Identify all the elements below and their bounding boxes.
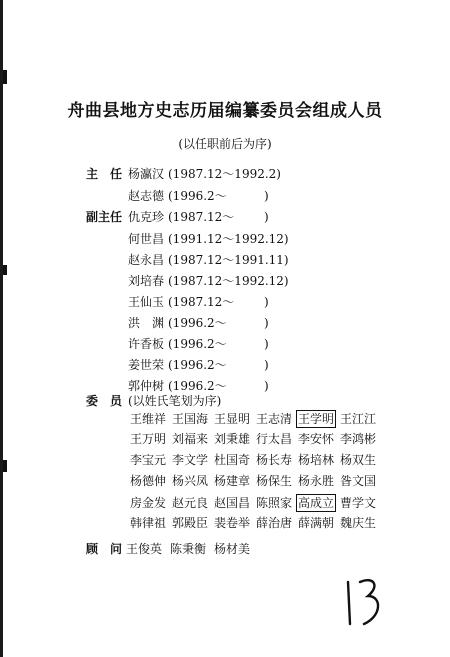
member-term: (1987.12～ xyxy=(168,210,235,224)
committee-member-name: 杨长寿 xyxy=(255,453,292,467)
committee-member-name: 杨培林 xyxy=(297,453,334,467)
member-term: (1996.2～ xyxy=(168,337,227,351)
committee-member-name: 高成立 xyxy=(297,496,334,510)
committee-member-name: 李鸿彬 xyxy=(339,432,376,446)
term-close: ) xyxy=(264,316,269,330)
member-row xyxy=(128,230,289,247)
committee-member-name: 刘福来 xyxy=(171,432,208,446)
binding-mark xyxy=(3,70,7,84)
member-name: 仇克珍 xyxy=(128,210,165,224)
committee-member-name: 杨双生 xyxy=(339,453,376,467)
member-row xyxy=(128,165,281,182)
member-name: 何世昌 xyxy=(128,232,165,246)
committee-member-name: 薛治唐 xyxy=(255,516,292,530)
member-row xyxy=(128,187,269,204)
committee-member-name: 王江江 xyxy=(339,412,376,426)
member-row xyxy=(128,314,269,331)
member-name: 刘培春 xyxy=(128,274,165,288)
committee-member-name: 魏庆生 xyxy=(339,516,376,530)
role-fuzhuren: 副主任 xyxy=(86,210,123,224)
member-name: 姜世荣 xyxy=(128,358,165,372)
handwritten-page-number xyxy=(340,572,390,632)
member-name: 洪 渊 xyxy=(128,316,165,330)
committee-member-name: 郭殿臣 xyxy=(171,516,208,530)
committee-member-name: 王维祥 xyxy=(129,412,166,426)
member-name: 赵志德 xyxy=(128,189,165,203)
member-grid-row xyxy=(128,452,376,473)
member-term: (1996.2～ xyxy=(168,358,227,372)
member-grid-row xyxy=(128,410,376,431)
member-row xyxy=(128,335,269,352)
role-weiyuan: 委 员 xyxy=(86,394,123,408)
term-close: ) xyxy=(264,337,269,351)
advisors-row xyxy=(86,540,258,557)
committee-member-name: 曹学文 xyxy=(339,496,376,510)
advisor-name: 杨材美 xyxy=(214,542,251,556)
committee-member-name: 杜国奇 xyxy=(213,453,250,467)
member-grid-row xyxy=(128,494,376,515)
committee-member-name: 李安怀 xyxy=(297,432,334,446)
member-name: 赵永昌 xyxy=(128,253,165,267)
member-term: (1987.12～1992.2) xyxy=(168,167,281,181)
member-name: 郭仲树 xyxy=(128,379,165,393)
member-grid-row xyxy=(128,473,376,494)
member-grid-row xyxy=(128,515,376,536)
committee-member-name: 行太昌 xyxy=(255,432,292,446)
member-term: (1987.12～ xyxy=(168,295,235,309)
binding-mark xyxy=(3,265,7,275)
page-title: 舟曲县地方史志历届编纂委员会组成人员 xyxy=(67,101,383,121)
committee-member-name: 薛满朝 xyxy=(297,516,334,530)
member-term: (1991.12～1992.12) xyxy=(168,232,289,246)
member-grid xyxy=(128,410,376,536)
committee-member-name: 王国海 xyxy=(171,412,208,426)
advisor-name: 王俊英 xyxy=(126,542,163,556)
committee-member-name: 昝文国 xyxy=(339,474,376,488)
member-row xyxy=(128,356,269,373)
term-close: ) xyxy=(264,358,269,372)
committee-member-name: 陈照家 xyxy=(255,496,292,510)
weiyuan-note: (以姓氏笔划为序) xyxy=(128,394,222,408)
committee-member-name: 赵国昌 xyxy=(213,496,250,510)
committee-member-name: 杨建章 xyxy=(213,474,250,488)
committee-member-name: 杨永胜 xyxy=(297,474,334,488)
committee-member-name: 王志清 xyxy=(255,412,292,426)
member-term: (1996.2～ xyxy=(168,316,227,330)
member-row xyxy=(128,208,269,225)
committee-member-name: 裴卷举 xyxy=(213,516,250,530)
committee-member-name: 刘秉雄 xyxy=(213,432,250,446)
committee-member-name: 杨兴凤 xyxy=(171,474,208,488)
role-zhuren: 主 任 xyxy=(86,167,123,181)
advisor-name: 陈秉衡 xyxy=(170,542,207,556)
term-close: ) xyxy=(264,210,269,224)
committee-member-name: 王万明 xyxy=(129,432,166,446)
committee-member-name: 杨保生 xyxy=(255,474,292,488)
member-row xyxy=(128,251,289,268)
member-grid-row xyxy=(128,431,376,452)
committee-member-name: 杨德伸 xyxy=(129,474,166,488)
term-close: ) xyxy=(264,295,269,309)
committee-member-name: 王显明 xyxy=(213,412,250,426)
role-guwen: 顾 问 xyxy=(86,542,123,556)
page-subtitle: (以任职前后为序) xyxy=(178,137,272,151)
committee-member-name: 房金发 xyxy=(129,496,166,510)
committee-member-name: 王学明 xyxy=(297,412,334,426)
member-term: (1987.12～1992.12) xyxy=(168,274,289,288)
member-row xyxy=(128,293,269,310)
term-close: ) xyxy=(264,189,269,203)
member-name: 许香板 xyxy=(128,337,165,351)
member-term: (1996.2～ xyxy=(168,189,227,203)
term-close: ) xyxy=(264,379,269,393)
member-name: 杨瀛汉 xyxy=(128,167,165,181)
committee-member-name: 赵元良 xyxy=(171,496,208,510)
committee-member-name: 李文学 xyxy=(171,453,208,467)
committee-member-name: 韩律祖 xyxy=(129,516,166,530)
binding-mark xyxy=(3,460,7,472)
committee-member-name: 李宝元 xyxy=(129,453,166,467)
member-term: (1996.2～ xyxy=(168,379,227,393)
member-name: 王仙玉 xyxy=(128,295,165,309)
member-term: (1987.12～1991.11) xyxy=(168,253,289,267)
member-row xyxy=(128,272,289,289)
